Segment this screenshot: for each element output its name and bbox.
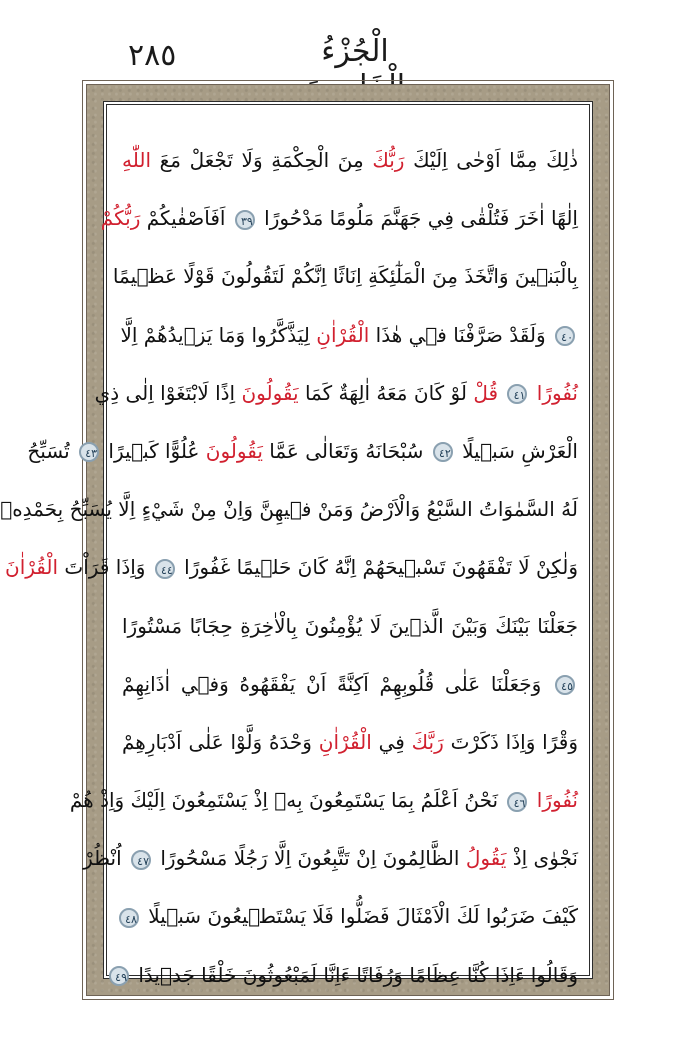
verse-lines [0,140,578,1013]
highlighted-word: اللّٰهِ [122,148,151,172]
verse-text: وَلَقَدْ صَرَّفْنَا فٖي هٰذَا [369,322,552,347]
verse-text: وَجَعَلْنَا عَلٰى قُلُوبِهِمْ اَكِنَّةً اَنْ يَفْقَهُوهُ وَفٖي اٰذَانِهِمْ [122,671,552,696]
verse-line [100,198,578,256]
highlighted-word: رَبُّكُمْ [100,206,141,231]
ayah-number-marker: ٤٥ [555,675,575,695]
verse-text: اِلٰهًا اٰخَرَ فَتُلْقٰى فِي جَهَنَّمَ مَلُومًا مَدْحُورًا [257,206,578,231]
verse-line [5,547,578,605]
verse-text: اَفَاَصْفٰيكُمْ [140,206,232,231]
verse-text: نَحْنُ اَعْلَمُ بِمَا يَسْتَمِعُونَ بِهٖ اِذْ يَسْتَمِعُونَ اِلَيْكَ وَاِذْ هُمْ [69,788,505,813]
verse-text: الْعَرْشِ سَبٖيلًا [455,438,578,463]
ayah-number-marker: ٤٣ [79,442,99,462]
verse-text: اُنْظُرْ [83,846,128,871]
verse-text: الظَّالِمُونَ اِنْ تَتَّبِعُونَ اِلَّا رَجُلًا مَسْحُورًا [154,846,466,871]
verse-line [69,780,578,838]
verse-text: وَلٰكِنْ لَا تَفْقَهُونَ تَسْبٖيحَهُمْ اِنَّهُ كَانَ حَلٖيمًا غَفُورًا [177,555,578,580]
ayah-number-marker: ٤٦ [507,792,527,812]
ayah-number-marker: ٤٠ [555,326,575,346]
verse-text: لِيَذَّكَّرُوا وَمَا يَزٖيدُهُمْ اِلَّا [120,322,317,347]
verse-line [0,489,578,547]
highlighted-word: يَقُولُونَ [241,380,299,405]
text-panel [0,101,593,987]
highlighted-word: يَقُولُ [465,846,507,871]
verse-text: كَيْفَ ضَرَبُوا لَكَ الْاَمْثَالَ فَضَلُّوا فَلَا يَسْتَطٖيعُونَ سَبٖيلًا [141,904,578,929]
ayah-number-marker: ٤٨ [119,908,139,928]
ayah-number-marker: ٣٩ [235,210,255,230]
highlighted-word: نُفُورًا [536,380,578,405]
verse-text [498,381,504,405]
highlighted-word: الْقُرْاٰنَ [5,555,59,580]
verse-text: وَقْرًا وَاِذَا ذَكَرْتَ [443,729,578,754]
ayah-number-marker: ٤٩ [109,966,129,986]
verse-line [122,664,578,722]
verse-line [112,256,578,314]
page-frame [0,80,614,1000]
verse-text: مِنَ الْحِكْمَةِ وَلَا تَجْعَلْ مَعَ [151,148,373,172]
verse-line [122,896,578,954]
verse-text: اِذًا لَابْتَغَوْا اِلٰى ذِي [94,380,242,405]
ayah-number-marker: ٤١ [507,384,527,404]
verse-line [122,140,578,198]
verse-text: فِي [371,729,412,754]
highlighted-word: الْقُرْاٰنِ [316,322,370,347]
highlighted-word: نُفُورًا [536,788,578,813]
verse-line [83,838,578,896]
decorative-border-band [0,85,609,995]
highlighted-word: رَبَّكَ [411,729,444,754]
verse-text: نَجْوٰى اِذْ [506,846,578,871]
page-number: ٢٨٥ [128,38,177,73]
verse-line [122,315,578,373]
verse-text: لَهُ السَّمٰوَاتُ السَّبْعُ وَالْاَرْضُ وَمَنْ فٖيهِنَّ وَاِنْ مِنْ شَيْءٍ اِلَّا يُسَبِّحُ بِحَمْدِهٖ [0,497,578,522]
verse-text: وَقَالُوا ءَاِذَا كُنَّا عِظَامًا وَرُفَاتًا ءَاِنَّا لَمَبْعُوثُونَ خَلْقًا جَدٖيدًا [131,962,578,987]
highlighted-word: يَقُولُونَ [205,438,263,463]
highlighted-word: قُلْ [473,380,499,405]
highlighted-word: الْقُرْاٰنِ [318,729,372,754]
verse-text: ذٰلِكَ مِمَّا اَوْحٰى اِلَيْكَ [404,148,578,172]
ayah-number-marker: ٤٤ [155,559,175,579]
verse-line [94,373,578,431]
page-header [0,0,700,80]
verse-text: عُلُوًّا كَبٖيرًا [102,438,206,463]
verse-text: سُبْحَانَهُ وَتَعَالٰى عَمَّا [262,438,430,463]
highlighted-word: رَبُّكَ [372,148,405,172]
juz-title: الْجُزْءُ [321,34,389,69]
verse-line [122,722,578,780]
verse-line [115,955,578,1013]
verse-text: جَعَلْنَا بَيْنَكَ وَبَيْنَ الَّذٖينَ لَا يُؤْمِنُونَ بِالْاٰخِرَةِ حِجَابًا مَسْتُورًا [122,613,578,638]
verse-text: وَاِذَا قَرَاْتَ [58,555,152,580]
verse-text: تُسَبِّحُ [27,438,77,463]
ayah-number-marker: ٤٢ [433,442,453,462]
verse-text: وَحْدَهُ وَلَّوْا عَلٰى اَدْبَارِهِمْ [122,729,319,754]
verse-line [27,431,578,489]
verse-text: بِالْبَنٖينَ وَاتَّخَذَ مِنَ الْمَلٰٓئِكَةِ اِنَاثًا اِنَّكُمْ لَتَقُولُونَ قَوْلًا عَظٖيمًا [112,264,578,289]
ayah-number-marker: ٤٧ [131,850,151,870]
verse-line [122,606,578,664]
verse-text: لَوْ كَانَ مَعَهُ اٰلِهَةٌ كَمَا [298,380,474,405]
